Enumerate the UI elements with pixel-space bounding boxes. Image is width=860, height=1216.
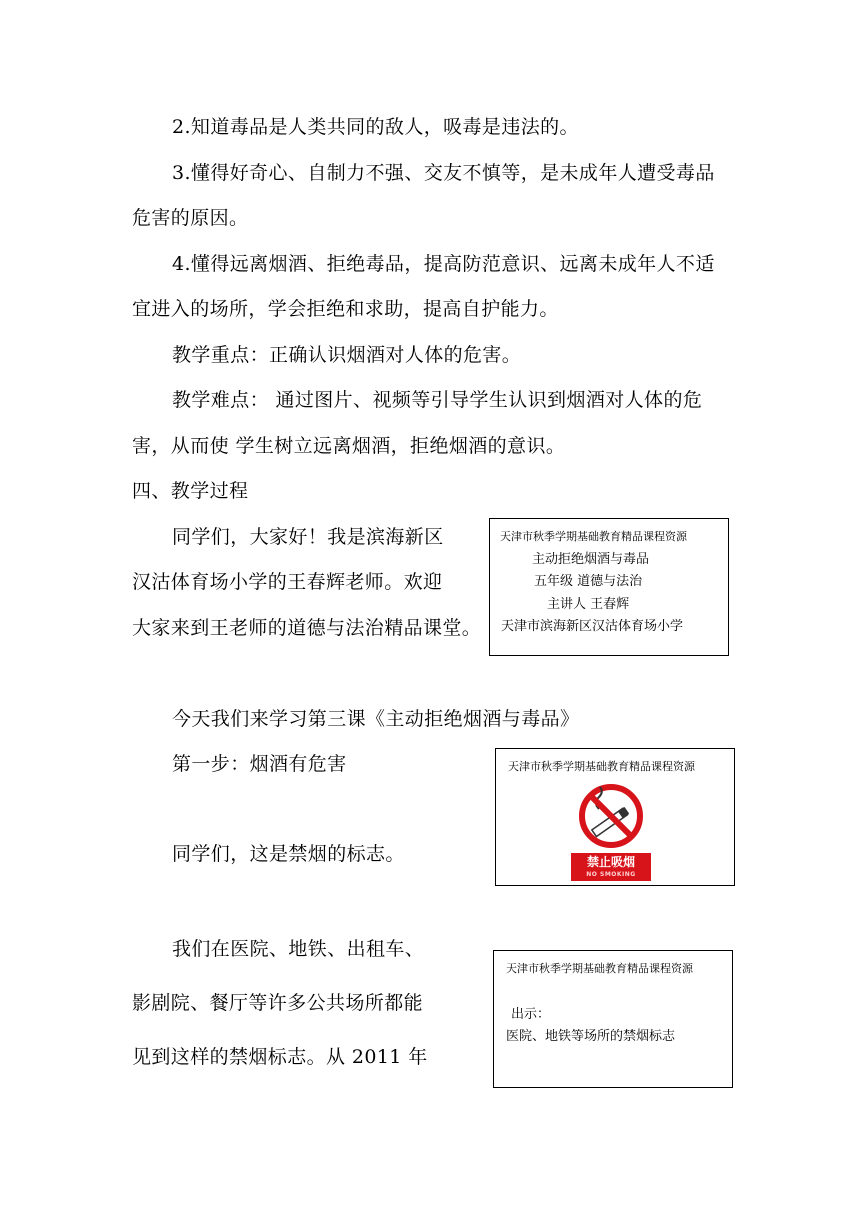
intro-line-3: 大家来到王老师的道德与法治精品课堂。 <box>132 617 482 639</box>
public-places-line-1: 我们在医院、地铁、出租车、 <box>172 938 425 960</box>
public-places-line-2: 影剧院、餐厅等许多公共场所都能 <box>132 992 424 1014</box>
show-content: 医院、地铁等场所的禁烟标志 <box>506 1029 676 1044</box>
slide-header: 天津市秋季学期基础教育精品课程资源 <box>506 962 693 975</box>
intro-line-2: 汉沽体育场小学的王春辉老师。欢迎 <box>132 571 443 593</box>
public-places-line-3: 见到这样的禁烟标志。从 2011 年 <box>132 1046 428 1068</box>
section-heading: 四、教学过程 <box>132 480 249 502</box>
show-slide <box>493 950 733 1088</box>
objective-3: 3.懂得好奇心、自制力不强、交友不慎等，是未成年人遭受毒品 <box>172 162 715 184</box>
objective-3-cont: 危害的原因。 <box>132 207 249 229</box>
sign-slide <box>495 748 735 886</box>
title-slide <box>489 518 729 656</box>
teaching-difficulty-cont: 害，从而使 学生树立远离烟酒，拒绝烟酒的意识。 <box>132 435 566 457</box>
objective-4-cont: 宜进入的场所，学会拒绝和求助，提高自护能力。 <box>132 298 559 320</box>
objective-4: 4.懂得远离烟酒、拒绝毒品，提高防范意识、远离未成年人不适 <box>172 253 715 275</box>
sign-label: 禁止吸烟 <box>586 855 635 869</box>
intro-line-1: 同学们，大家好！我是滨海新区 <box>172 526 444 548</box>
slide-lesson-title: 主动拒绝烟酒与毒品 <box>532 552 650 567</box>
show-label: 出示： <box>511 1007 551 1022</box>
slide-header: 天津市秋季学期基础教育精品课程资源 <box>508 760 695 773</box>
lesson-title-line: 今天我们来学习第三课《主动拒绝烟酒与毒品》 <box>172 708 580 730</box>
slide-presenter: 主讲人 王春辉 <box>547 597 630 612</box>
slide-header: 天津市秋季学期基础教育精品课程资源 <box>500 530 687 543</box>
no-smoking-sign <box>571 779 651 881</box>
slide-grade-subject: 五年级 道德与法治 <box>534 574 643 589</box>
slide-school: 天津市滨海新区汉沽体育场小学 <box>501 619 684 634</box>
teaching-focus: 教学重点：正确认识烟酒对人体的危害。 <box>172 344 522 366</box>
no-smoking-icon <box>571 779 651 853</box>
sign-sub-label: NO SMOKING <box>586 871 636 878</box>
teaching-difficulty: 教学难点： 通过图片、视频等引导学生认识到烟酒对人体的危 <box>172 389 703 411</box>
step-one: 第一步：烟酒有危害 <box>172 753 347 775</box>
objective-2: 2.知道毒品是人类共同的敌人，吸毒是违法的。 <box>172 116 579 138</box>
no-smoking-line: 同学们，这是禁烟的标志。 <box>172 843 405 865</box>
